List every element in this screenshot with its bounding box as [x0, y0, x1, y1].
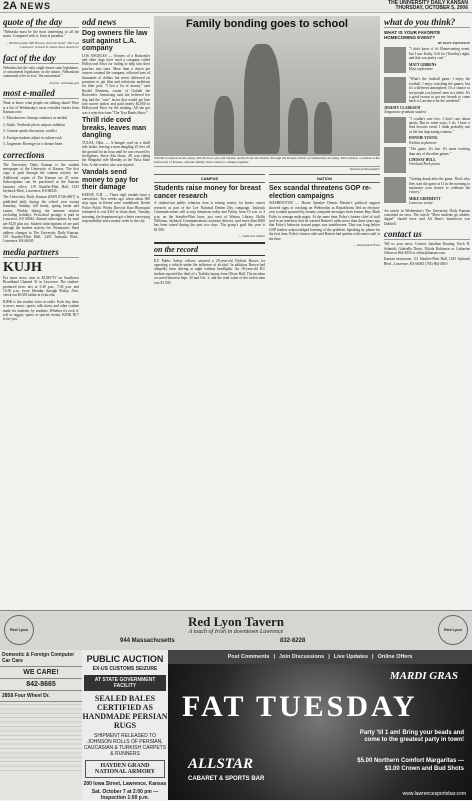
odd-story-text: LOS ANGELES — Owners of a Rottweiler and other dogs have sued a company called Hollywood Paws for failing to help turn their pooches into stars. More than a dozen pet owners contend the company collected tens of thousands of dollars but never delivered on promises to get film and television auditions for their pets. "I lost a lot of money," said Rachel Klemenz, owner of Goliath the Rottweiler. Armstrong said she believed her dog had the "cute" factor that would get him into movie strikes and paid nearly $2,000 to Hollywood Paws for the training. All she got was a rejection from "The Tyra Banks Show.": [82, 53, 150, 115]
center-area: [82, 14, 380, 622]
on-the-record-heading: on the record: [154, 242, 265, 256]
online-nav-bar: [168, 650, 472, 664]
corrections-heading: corrections: [3, 150, 79, 161]
answer-quote: "I couldn't care less. I don't care about sports. But in some ways, I do. I have a lead favorite event. I think probably one of the last dog-eating contests.": [409, 116, 470, 134]
cabaret-label: CABARET & SPORTS BAR: [188, 776, 265, 782]
answer-quote: "Getting drunk after the game. That's why they start the game at 11 in the morning to maximize your chance to celebrate the victory.": [409, 177, 470, 195]
tavern-phone: 832-8228: [280, 638, 306, 644]
repair-address: 2858 Four Wheel Dr.: [0, 691, 82, 702]
auction-detail: SHIPMENT RELEASED TO JOHNSON ROLLS OF PERSIAN, CAUCASIAN & TURKISH CARPETS & RUNNERS: [83, 733, 167, 757]
left-column: [3, 14, 79, 464]
tavern-address: 944 Massachusetts: [120, 638, 175, 644]
family-photo: [154, 16, 380, 156]
masthead-title: THE UNIVERSITY DAILY KANSAN: [388, 0, 468, 6]
portrait-photo: [384, 77, 406, 103]
auction-headline: SEALED BALES CERTIFIED AS HANDMADE PERSIAN RUGS: [82, 694, 168, 730]
quote-heading: quote of the day: [3, 17, 79, 28]
answer-role: Lawrence senior: [409, 201, 433, 206]
contact-heading: contact us: [384, 229, 470, 240]
media-partners-heading: media partners: [3, 247, 79, 258]
masthead: [388, 1, 468, 11]
nation-text: WASHINGTON — House Speaker Dennis Hastert's political support showed signs of cracking on Wednesday as Republicans fled an election-year scandal spawned by steamy computer messages from former Rep. Mark Foley to teenage male pages. At the same time, Foley's former chief of staff said in an interview that he warned Hastert's aides more than three years ago that Foley's behavior toward pages was troublesome. That was long before GOP leaders acknowledged learning of the problem. Speaking by phone for the first time, Foley's former aide said Hastert had spoken with senior staff at the time.: [269, 201, 380, 241]
publication-info: The University Daily Kansan (ISSN 0746-4967) is published daily during the school year except Saturday, Sunday, fall break, spring break and exams. Weekly during the summer session excluding holidays. Periodical postage is paid in Lawrence, KS 66044. Annual subscriptions by mail are $120 plus tax. Student subscriptions of are paid through the student activity fee. Postmaster: Send address changes to The University Daily Kansan, 119 Stauffer-Flint Hall, 1435 Jayhawk Blvd., Lawrence, KS 66045.: [3, 195, 79, 244]
child-figure: [314, 102, 332, 154]
answer-name: LINDSAY HULL: [409, 157, 436, 162]
most-emailed-item[interactable]: 2. Study: Textbook prices outpace inflation: [3, 122, 65, 127]
wednesday-correction: An article in Wednesday's The University Daily Kansan contained an error. The article "Most students go athletic digital" should have said Ali Rene's hometown was Dubbell.: [384, 208, 470, 226]
fat-tuesday-ad[interactable]: [168, 664, 472, 800]
photo-title: Family bonding goes to school: [186, 18, 348, 30]
answer-role: Overland Park junior: [409, 162, 441, 167]
tavern-name: Red Lyon Tavern: [187, 614, 285, 629]
nav-join-discussions[interactable]: Join Discussions: [279, 654, 325, 660]
ad-url-link[interactable]: www.lawrencesportsbar.com: [402, 791, 466, 797]
answer-role: Hays sophomore: [409, 67, 434, 72]
most-emailed-item[interactable]: 5. Jurgensen: Revenge for a cheater heart: [3, 142, 63, 147]
contact-text: Tell us your news. Contact Jonathan Keating, Erick R. Schmidt, Gabriella Davis, Nikola Robinson or Catherine Odson at 864-4810 or editor@kansan.com.: [384, 242, 470, 255]
answer-name: MATT GIBBENS: [409, 62, 437, 67]
party-text: Party 'til 1 am! Bring your beads and come to the greatest party in town!: [359, 730, 464, 743]
most-emailed-item[interactable]: 1. Microbrewer cleanup continues as needed: [3, 116, 68, 121]
rug-auction-ad[interactable]: [82, 650, 169, 800]
nation-credit: — Associated Press: [353, 243, 380, 248]
tavern-ad[interactable]: [0, 610, 472, 651]
page-header: [0, 0, 472, 13]
odd-story-text: KEENE, N.H. — These vigil vandals have a conscience. Two weeks ago, when about 500 stop signs in Keene were vandalized, Keene Police Public Works Director Kurt Blomquist estimated it cost $110 to clean them. Tuesday morning, the department got a letter conveying responsibility and a money order to the city.: [82, 192, 150, 224]
on-the-record-text: KU Public Safety officers arrested a 20-year-old Nichols Brown for operating a vehicle under the influence of alcohol. In addition, Brown had allegedly been driving at night without headlights. An 18-year-old KU student reported the theft of a Toshiba laptop from Oliver Hall. The incident occurred between Sept. 30 and Oct. 3, and the total value of the stolen item was $1,500.: [154, 258, 265, 285]
portrait-photo: [384, 47, 406, 73]
answer-item: [384, 117, 470, 145]
fat-tuesday-headline: FAT TUESDAY: [182, 690, 418, 723]
right-column: [384, 14, 470, 622]
main-news-column: [154, 14, 380, 287]
adult-figure: [244, 44, 280, 154]
odd-story-headline: Dog owners file law suit against L.A. company: [82, 30, 148, 52]
nav-post-comments[interactable]: Post Comments: [227, 654, 270, 660]
nation-column: [269, 171, 380, 287]
answer-role: Tonganoxie graduate student: [384, 110, 426, 115]
answer-name: MIKE GRIMMETT: [409, 196, 441, 201]
answer-item: [384, 47, 470, 75]
poll-question: WHAT IS YOUR FAVORITE HOMECOMING EVENT?: [384, 30, 441, 40]
tavern-logo-left: Red Lyon: [4, 615, 34, 645]
portrait-photo: [384, 177, 406, 203]
auction-venue: HAYDEN GRAND NATIONAL ARMORY: [85, 760, 165, 778]
campus-column: [154, 171, 265, 287]
nav-separator: |: [372, 654, 374, 660]
nav-online-offers[interactable]: Online Offers: [377, 654, 413, 660]
odd-story-headline: Thrill ride cord breaks, leaves man dangling: [82, 117, 147, 140]
portrait-photo: [384, 117, 406, 143]
repair-services: Domestic & Foreign Computer Car Care: [0, 650, 82, 667]
auction-subtitle: EX-US CUSTOMS SEIZURE: [92, 666, 158, 672]
photo-credit: Kansan photographer: [350, 167, 380, 171]
contact-address: Kansan newsroom, 111 Stauffer-Flint Hall, 1435 Jayhawk Blvd., Lawrence, KS 66045 (785) 864-4810: [384, 257, 470, 266]
odd-story-text: TULSA, Okla. — A bungee cord on a thrill ride broke, leaving a man dangling 25 feet off the ground for an hour until he was rescued by firefighters. Steve Ada Stone, 48, was riding the Slingshot ride Monday at the Tulsa State Fair. A ride worker also was injured.: [82, 140, 150, 167]
quote-source: — British author Bill Bryson, from his book "The Lost Continent: Travels in Small-Town America": [5, 40, 79, 50]
what-do-you-think-heading: what do you think?: [384, 17, 470, 28]
byline: BY MATT ERICKSON: [437, 41, 470, 45]
kujh-logo: KUJH: [3, 259, 42, 275]
answer-quote: "I don't know if it's Homecoming event, but I saw Kathy Cell for (Tuesday) night, and that was pretty cool.": [409, 47, 470, 61]
auction-location: AT STATE GOVERNMENT FACILITY: [84, 675, 166, 691]
nav-separator: |: [328, 654, 330, 660]
answer-name: JEREMY CLARKSON: [384, 105, 421, 110]
odd-news-column: [82, 14, 150, 287]
repair-slogan: WE CARE!: [0, 667, 82, 679]
mardi-gras-label: MARDI GRAS: [389, 670, 458, 682]
answer-item: [384, 177, 470, 205]
tavern-logo-right: Red Lyon: [438, 615, 468, 645]
repair-phone: 842-8665: [0, 679, 82, 691]
campus-text: A student-run public relations firm is raising money for breast cancer research as part of the Lee National Denim Day campaign. Jayhawk Communications will accept donations today and Friday from 10 a.m. to 3 p.m. on the Stauffer-Flint lawn, just west of Watson Library. Hollis Williams, Jayhawk Communications assistant director, said more than $300 has been raised during the past two days. The group's goal this year is $1,500.: [154, 201, 265, 232]
fact-source: Source: nebraska.gov: [49, 80, 79, 85]
drink-deals: $5.00 Northern Comfort Margaritas — $3.00 Crown and Bud Shots: [357, 758, 464, 772]
masthead-date: THURSDAY, OCTOBER 5, 2006: [395, 5, 468, 11]
section-name: NEWS: [20, 1, 52, 11]
fact-text: Nebraska has the only single-house state legislature, or unicameral legislature, in the nation. Nebraskans commonly refer to it as "the unicameral.": [3, 65, 79, 79]
answer-quote: "What's the football game. I enjoy the football. I enjoy watching the games, but it's a different atmosphere. It's a chance to see people you haven't seen in a while. It's a good excuse to get my friends to come back to Lawrence for the weekend.": [409, 77, 470, 104]
nation-kicker: NATION: [269, 174, 380, 183]
answer-name: DONNIE YOUNG: [409, 136, 438, 141]
answer-role: Wichita sophomore: [409, 140, 437, 145]
answer-item: [384, 77, 470, 114]
campus-kicker: CAMPUS: [154, 174, 265, 183]
answer-item: [384, 147, 470, 175]
nav-live-updates[interactable]: Live Updates: [333, 654, 369, 660]
auction-time: Sat. October 7 at 2:00 pm — Inspection 1:00 p.m.: [91, 789, 159, 801]
campus-headline: Students raise money for breast cancer research: [154, 185, 261, 200]
kujh-text: For more news, turn to KUJH-TV on Sunflower Broadband Channel 31 in Lawrence. The student-produced news airs at 5:30 p.m., 7:30 p.m. and 10:30 p.m. every Monday through Friday. Also, check out KUJH online at tv.ku.edu.: [3, 275, 79, 298]
answer-quote: "The game. It's fun. It's more exciting than any of the other games.": [409, 147, 470, 156]
corrections-text: The University Daily Kansan is the student newspaper of the University of Kansas. The first copy is paid through the student activity fee. Additional copies of The Kansan are 25 cents. Subscriptions can be purchased at the Kansan business office, 119 Stauffer-Flint Hall, 1435 Jayhawk Blvd., Lawrence, KS 66045.: [3, 162, 79, 193]
page-number: 2A: [3, 0, 18, 12]
fact-heading: fact of the day: [3, 53, 79, 64]
tavern-tagline: A touch of Irish in downtown Lawrence: [188, 629, 284, 635]
bottom-ad-strip: [0, 650, 472, 800]
most-emailed-item[interactable]: 3. Cartoon sparks discussion, conflict: [3, 129, 57, 134]
most-emailed-intro: Want to know what people are talking about? Here is a list of Wednesday's most e-mailed stories from Kansan.com:: [3, 101, 79, 115]
nation-headline: Sex scandal threatens GOP re-election campaigns: [269, 185, 372, 200]
photo-caption: Tim McCormack strolls along with his four year-old triplets, Ariah, Evan and Daniel, through the Kansas Union on Wednesday morning. McCormack, a student at the University of Kansas, said the family often comes to campus together.: [154, 156, 380, 167]
kjhk-text: KJHK is the student voice in radio. Each day there is news, music, sports, talk shows and other content made for students, by students. Whether it's rock 'n' roll or reggae, sports or special events, KJHK 90.7 is for you.: [3, 299, 79, 322]
auction-address: 200 Iowa Street, Lawrence, Kansas: [83, 781, 167, 787]
most-emailed-item[interactable]: 4. Foreign students adjust to culture rush: [3, 135, 62, 140]
odd-story-headline: Vandals send money to pay for their damage: [82, 169, 139, 192]
portrait-photo: [384, 147, 406, 173]
nav-separator: |: [273, 654, 275, 660]
quote-text: "Nebraska must be the most interesting of all the states. Compared with it, Iowa is paradise.": [3, 30, 79, 39]
car-repair-ad[interactable]: [0, 650, 83, 800]
campus-credit: — Catherine Odson: [237, 234, 265, 239]
child-figure: [214, 96, 234, 154]
allstar-logo: ALLSTAR: [188, 756, 254, 772]
child-figure: [288, 98, 308, 154]
odd-news-heading: odd news: [82, 17, 150, 28]
ad-text-filler: [0, 704, 82, 774]
auction-title: PUBLIC AUCTION: [86, 654, 164, 664]
most-emailed-heading: most e-mailed: [3, 88, 79, 99]
